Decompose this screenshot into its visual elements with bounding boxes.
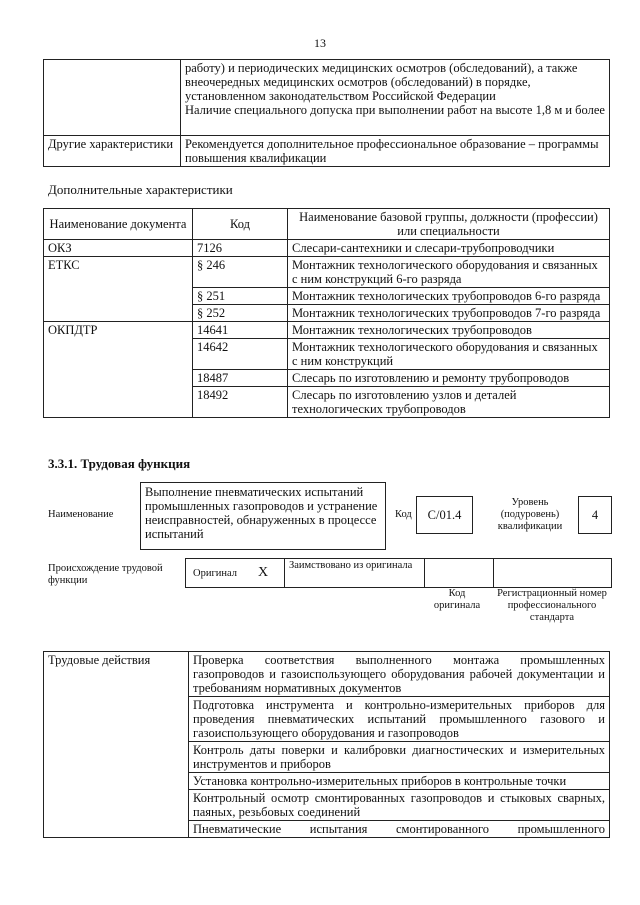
- code-caption: Код оригинала: [433, 588, 481, 611]
- origin-label: Происхождение трудовой функции: [48, 563, 163, 586]
- requirement-text: Наличие специального допуска при выполнении работ на высоте 1,8 м и более: [185, 103, 605, 117]
- code-cell: § 251: [193, 288, 288, 305]
- code-cell: 14641: [193, 322, 288, 339]
- level-label: Уровень (подуровень) квалификации: [497, 497, 563, 532]
- action-item: Подготовка инструмента и контрольно-измерительных приборов для проведения пневматических испытаний промышленного газового и газоиспользующего оборудования и газопроводов: [189, 697, 610, 742]
- code-cell: 18487: [193, 370, 288, 387]
- doc-cell: ОКПДТР: [44, 322, 193, 418]
- code-cell: § 246: [193, 257, 288, 288]
- action-item: Установка контрольно-измерительных приборов в контрольные точки: [189, 773, 610, 790]
- divider: [284, 559, 285, 587]
- code-cell: § 252: [193, 305, 288, 322]
- table-row: [44, 240, 610, 257]
- labor-actions-table: [43, 651, 610, 838]
- doc-cell: ОКЗ: [44, 240, 193, 257]
- code-cell: 14642: [193, 339, 288, 370]
- name-label: Наименование: [48, 509, 114, 520]
- name-cell: Слесарь по изготовлению узлов и деталей технологических трубопроводов: [288, 387, 610, 418]
- page-number: 13: [314, 36, 326, 50]
- section-title: 3.3.1. Трудовая функция: [48, 456, 191, 471]
- original-mark: X: [258, 565, 269, 580]
- registration-caption: Регистрационный номер профессионального стандарта: [497, 588, 607, 623]
- function-code: C/01.4: [416, 496, 473, 534]
- table-row: [44, 652, 610, 697]
- action-item: Проверка соответствия выполненного монтажа промышленных газопроводов и газоиспользующего оборудования рабочей документации и требованиям нормативных документов: [189, 652, 610, 697]
- column-header: Наименование документа: [44, 209, 193, 240]
- action-item: Контрольный осмотр смонтированных газопроводов и стыковых сварных, паяных, резьбовых соединений: [189, 790, 610, 821]
- name-cell: Монтажник технологического оборудования и связанных с ним конструкций: [288, 339, 610, 370]
- qualification-level: 4: [578, 496, 612, 534]
- table-header-row: [44, 209, 610, 240]
- code-cell: 7126: [193, 240, 288, 257]
- top-table: [43, 59, 610, 167]
- column-header: Код: [193, 209, 288, 240]
- action-item: Контроль даты поверки и калибровки диагностических и измерительных инструментов и приборов: [189, 742, 610, 773]
- doc-cell: ЕТКС: [44, 257, 193, 322]
- code-cell: 18492: [193, 387, 288, 418]
- row-label: Другие характеристики: [44, 136, 181, 167]
- name-cell: Монтажник технологических трубопроводов: [288, 322, 610, 339]
- origin-box: [185, 558, 612, 588]
- borrowed-label: Заимствовано из оригинала: [289, 560, 413, 571]
- action-item: Пневматические испытания смонтированного промышленного: [189, 821, 610, 838]
- name-cell: Слесарь по изготовлению и ремонту трубопроводов: [288, 370, 610, 387]
- table-row: [44, 60, 610, 136]
- requirement-text: работу) и периодических медицинских осмотров (обследований), а также внеочередных медицинских осмотров (обследований) в порядке, установленном законодательством Российской Федерации: [185, 61, 578, 103]
- table-row: [44, 257, 610, 288]
- divider: [424, 559, 425, 587]
- divider: [493, 559, 494, 587]
- table-row: [44, 136, 610, 167]
- name-cell: Слесари-сантехники и слесари-трубопроводчики: [288, 240, 610, 257]
- row-value: Рекомендуется дополнительное профессиональное образование – программы повышения квалификации: [181, 136, 610, 167]
- original-label: Оригинал: [193, 568, 237, 579]
- function-name: Выполнение пневматических испытаний промышленных газопроводов и устранение неисправностей, обнаруженных в процессе испытаний: [140, 482, 386, 550]
- additional-characteristics-table: [43, 208, 610, 418]
- actions-label: Трудовые действия: [44, 652, 189, 838]
- name-cell: Монтажник технологических трубопроводов 7-го разряда: [288, 305, 610, 322]
- code-label: Код: [395, 509, 412, 520]
- column-header: Наименование базовой группы, должности (профессии) или специальности: [288, 209, 610, 240]
- name-cell: Монтажник технологического оборудования и связанных с ним конструкций 6-го разряда: [288, 257, 610, 288]
- additional-characteristics-title: Дополнительные характеристики: [48, 182, 233, 197]
- name-cell: Монтажник технологических трубопроводов 6-го разряда: [288, 288, 610, 305]
- table-row: [44, 322, 610, 339]
